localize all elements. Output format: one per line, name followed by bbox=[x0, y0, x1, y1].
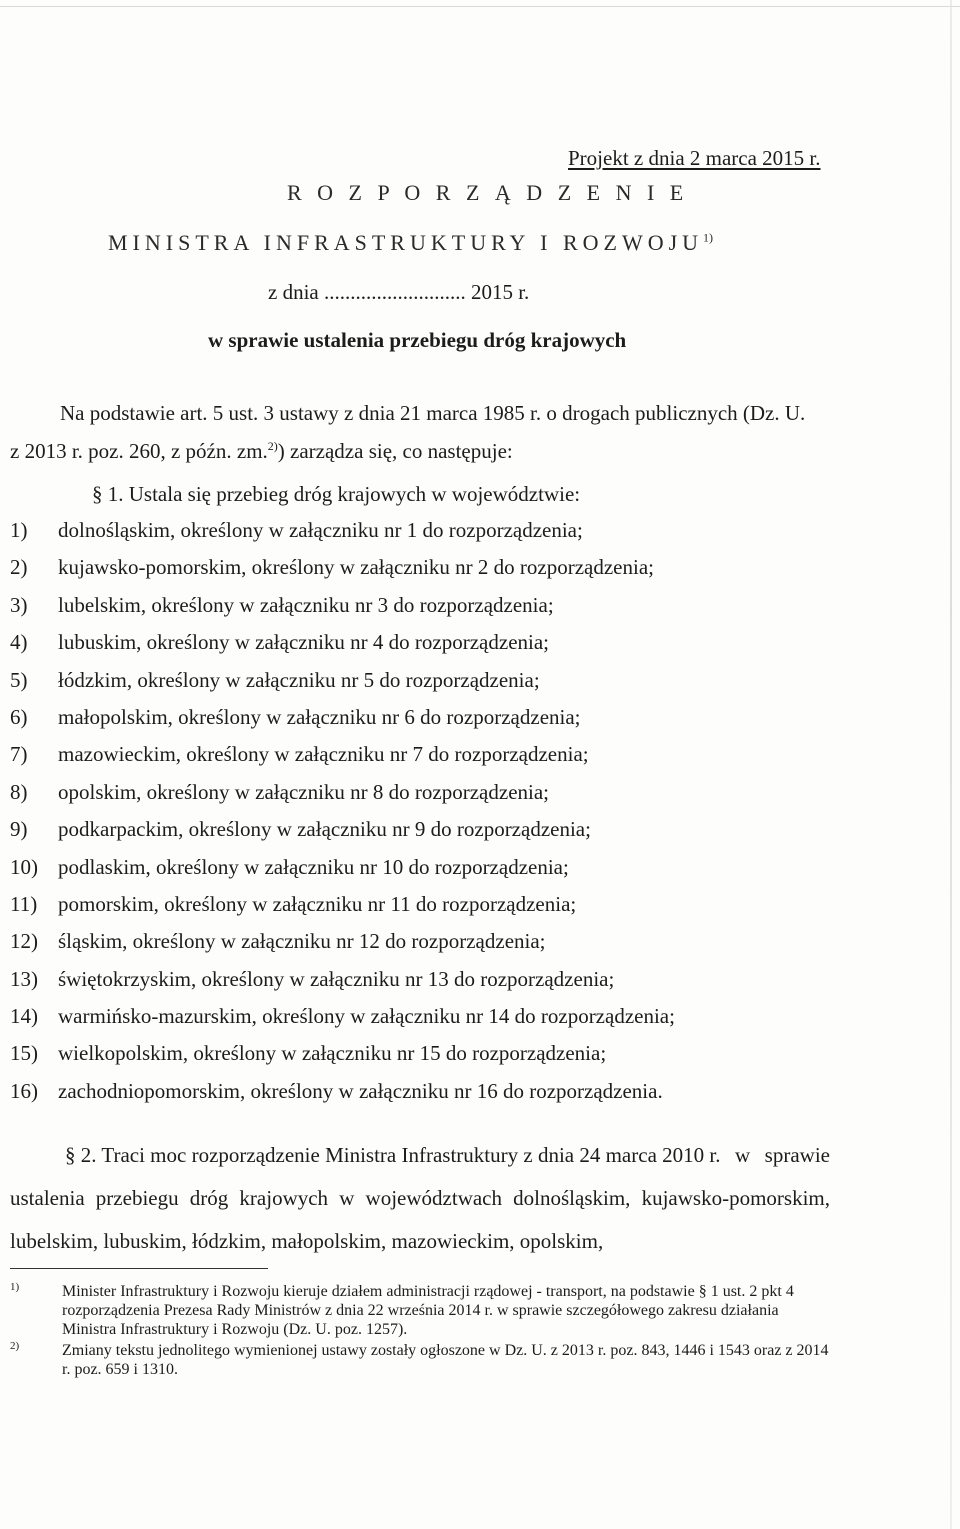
list-item bbox=[10, 1041, 675, 1078]
footnote-ref-2: 2) bbox=[267, 439, 278, 453]
list-number: 4) bbox=[10, 630, 28, 655]
intro-line-2 bbox=[10, 430, 840, 468]
list-text: małopolskim, określony w załączniku nr 6 do rozporządzenia; bbox=[58, 704, 581, 729]
subtitle-text: MINISTRA INFRASTRUKTURY I ROZWOJU bbox=[108, 230, 704, 255]
intro-line-1: Na podstawie art. 5 ust. 3 ustawy z dnia 21 marca 1985 r. o drogach publicznych (Dz. U. bbox=[60, 401, 806, 425]
scan-edge-right bbox=[950, 0, 952, 1529]
list-text: łódzkim, określony w załączniku nr 5 do rozporządzenia; bbox=[58, 667, 540, 692]
list-number: 14) bbox=[10, 1004, 38, 1029]
list-text: lubelskim, określony w załączniku nr 3 do rozporządzenia; bbox=[58, 592, 554, 617]
legal-basis-paragraph bbox=[10, 397, 840, 468]
list-item bbox=[10, 817, 675, 854]
list-text: pomorskim, określony w załączniku nr 11 do rozporządzenia; bbox=[58, 891, 577, 916]
list-item bbox=[10, 780, 675, 817]
list-number: 13) bbox=[10, 966, 38, 991]
list-number: 10) bbox=[10, 854, 38, 879]
list-text: kujawsko-pomorskim, określony w załączniku nr 2 do rozporządzenia; bbox=[58, 555, 654, 580]
list-text: podlaskim, określony w załączniku nr 10 do rozporządzenia; bbox=[58, 854, 569, 879]
list-text: zachodniopomorskim, określony w załączniku nr 16 do rozporządzenia. bbox=[58, 1078, 663, 1103]
document-title: R O Z P O R Z Ą D Z E N I E bbox=[287, 180, 689, 205]
list-number: 5) bbox=[10, 667, 28, 692]
footnote-mark: 2) bbox=[10, 1340, 20, 1352]
footnote-mark: 1) bbox=[10, 1281, 20, 1293]
list-text: opolskim, określony w załączniku nr 8 do rozporządzenia; bbox=[58, 779, 550, 804]
intro-line-2-tail: ) zarządza się, co następuje: bbox=[277, 439, 513, 463]
list-item bbox=[10, 593, 675, 630]
scan-edge-top bbox=[0, 6, 960, 7]
list-item bbox=[10, 855, 675, 892]
list-item bbox=[10, 967, 675, 1004]
list-text: podkarpackim, określony w załączniku nr 9 do rozporządzenia; bbox=[58, 817, 591, 842]
list-text: dolnośląskim, określony w załączniku nr 1 do rozporządzenia; bbox=[58, 518, 583, 542]
list-number: 7) bbox=[10, 742, 28, 767]
footnotes bbox=[10, 1282, 832, 1381]
list-item bbox=[10, 705, 675, 742]
list-item bbox=[10, 555, 675, 592]
list-number: 1) bbox=[10, 518, 28, 542]
list-number: 2) bbox=[10, 555, 28, 580]
section-2-lead: § 2. Traci moc rozporządzenie Ministra Infrastruktury z dnia 24 marca 2010 r. bbox=[65, 1143, 721, 1167]
footnote-ref-1: 1) bbox=[703, 230, 714, 245]
list-number: 9) bbox=[10, 817, 28, 842]
list-item bbox=[10, 892, 675, 929]
list-text: świętokrzyskim, określony w załączniku nr 13 do rozporządzenia; bbox=[58, 966, 615, 991]
document-subtitle bbox=[108, 230, 713, 256]
list-item bbox=[10, 668, 675, 705]
list-text: śląskim, określony w załączniku nr 12 do rozporządzenia; bbox=[58, 929, 546, 954]
date-line: z dnia ........................... 2015 r. bbox=[268, 280, 530, 304]
list-item bbox=[10, 929, 675, 966]
list-item bbox=[10, 1004, 675, 1041]
list-text: warmińsko-mazurskim, określony w załączniku nr 14 do rozporządzenia; bbox=[58, 1004, 675, 1029]
footnote-text: Zmiany tekstu jednolitego wymienionej ustawy zostały ogłoszone w Dz. U. z 2013 r. poz. 843, 1446 i 1543 oraz z 2014 r. poz. 659 i 1310. bbox=[62, 1342, 829, 1378]
list-text: mazowieckim, określony w załączniku nr 7 do rozporządzenia; bbox=[58, 742, 589, 767]
section-2-continuation: w sprawie ustalenia przebiegu dróg krajowych w województwach dolnośląskim, kujawsko-pomorskim, lubelskim, lubuskim, łódzkim, małopolskim, mazowieckim, opolskim, bbox=[10, 1143, 830, 1253]
list-number: 6) bbox=[10, 704, 28, 729]
list-number: 15) bbox=[10, 1041, 38, 1066]
footnote-divider bbox=[10, 1268, 268, 1269]
list-number: 8) bbox=[10, 779, 28, 804]
list-item bbox=[10, 742, 675, 779]
section-1-lead: § 1. Ustala się przebieg dróg krajowych w województwie: bbox=[92, 482, 581, 506]
footnote-text: Minister Infrastruktury i Rozwoju kieruje działem administracji rządowej - transport, na podstawie § 1 ust. 2 pkt 4 rozporządzenia Prezesa Rady Ministrów z dnia 22 września 2014 r. w sprawie szczegółowego zakresu działania Ministra Infrastruktury i Rozwoju (Dz. U. poz. 1257). bbox=[62, 1283, 794, 1338]
document-heading: w sprawie ustalenia przebiegu dróg krajowych bbox=[208, 328, 627, 352]
list-item bbox=[10, 518, 675, 555]
project-date: Projekt z dnia 2 marca 2015 r. bbox=[568, 146, 821, 170]
list-text: lubuskim, określony w załączniku nr 4 do rozporządzenia; bbox=[58, 630, 550, 655]
list-number: 3) bbox=[10, 592, 28, 617]
footnote-1 bbox=[10, 1282, 832, 1339]
list-item bbox=[10, 1079, 675, 1116]
list-number: 11) bbox=[10, 891, 38, 916]
voivodeship-list bbox=[10, 518, 675, 1116]
list-item bbox=[10, 630, 675, 667]
list-number: 12) bbox=[10, 929, 38, 954]
list-text: wielkopolskim, określony w załączniku nr 15 do rozporządzenia; bbox=[58, 1041, 607, 1066]
footnote-2 bbox=[10, 1341, 832, 1379]
section-2-paragraph bbox=[10, 1134, 830, 1263]
list-number: 16) bbox=[10, 1078, 38, 1103]
intro-line-2-text: z 2013 r. poz. 260, z późn. zm. bbox=[10, 439, 268, 463]
